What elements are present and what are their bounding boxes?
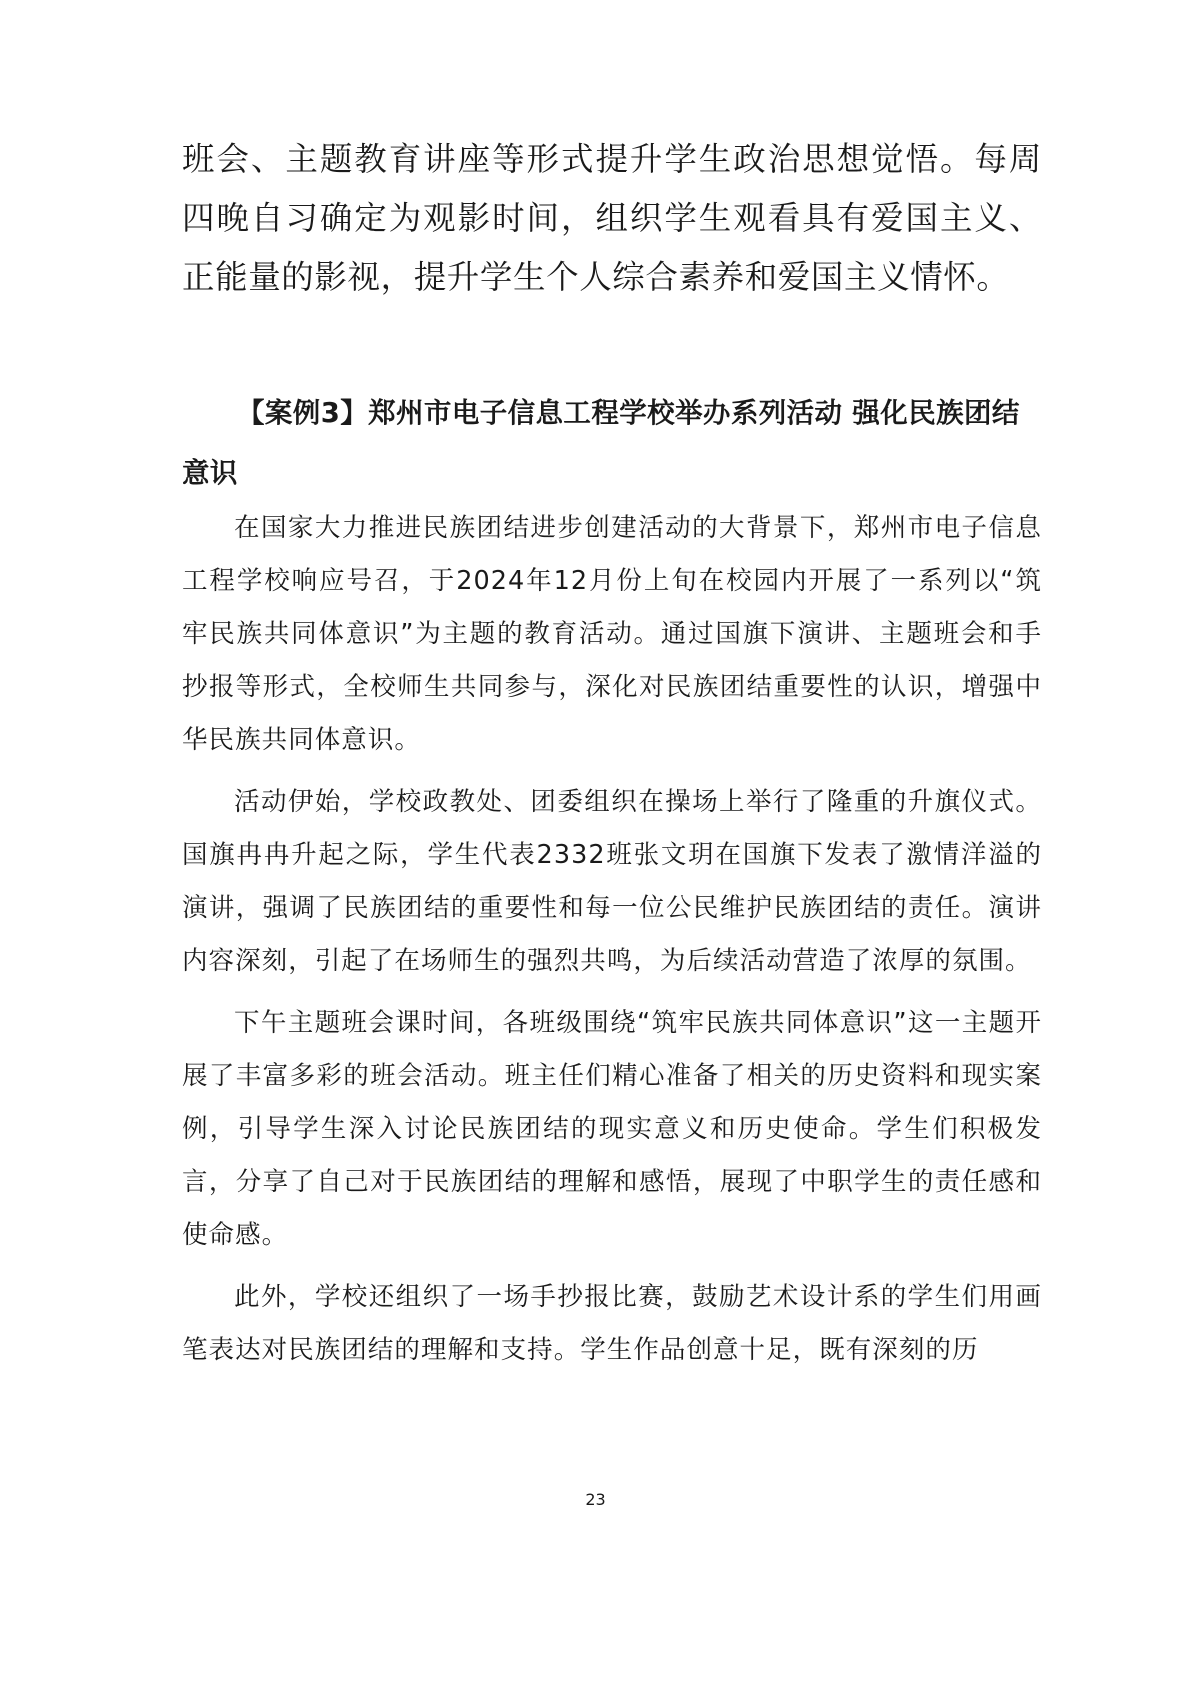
case-title: 【案例3】郑州市电子信息工程学校举办系列活动 强化民族团结意识 <box>182 397 1020 489</box>
paragraph-class-meeting: 下午主题班会课时间，各班级围绕“筑牢民族共同体意识”这一主题开展了丰富多彩的班会活动。班主任们精心准备了相关的历史资料和现实案例，引导学生深入讨论民族团结的现实意义和历史使命。学生们积极发言，分享了自己对于民族团结的理解和感悟，展现了中职学生的责任感和使命感。 <box>182 1008 1042 1250</box>
paragraph-background: 在国家大力推进民族团结进步创建活动的大背景下，郑州市电子信息工程学校响应号召，于2024年12月份上旬在校园内开展了一系列以“筑牢民族共同体意识”为主题的教育活动。通过国旗下演讲、主题班会和手抄报等形式，全校师生共同参与，深化对民族团结重要性的认识，增强中华民族共同体意识。 <box>182 513 1042 755</box>
page-number: 23 <box>585 1490 606 1509</box>
paragraph-flag-ceremony: 活动伊始，学校政教处、团委组织在操场上举行了隆重的升旗仪式。国旗冉冉升起之际，学生代表2332班张文玥在国旗下发表了激情洋溢的演讲，强调了民族团结的重要性和每一位公民维护民族团结的责任。演讲内容深刻，引起了在场师生的强烈共鸣，为后续活动营造了浓厚的氛围。 <box>182 787 1042 976</box>
body-text <box>182 502 1042 1386</box>
intro-paragraph: 班会、主题教育讲座等形式提升学生政治思想觉悟。每周四晚自习确定为观影时间，组织学生观看具有爱国主义、正能量的影视，提升学生个人综合素养和爱国主义情怀。 <box>182 140 1042 296</box>
paragraph-handwritten-newspaper: 此外，学校还组织了一场手抄报比赛，鼓励艺术设计系的学生们用画笔表达对民族团结的理解和支持。学生作品创意十足，既有深刻的历 <box>182 1282 1042 1365</box>
